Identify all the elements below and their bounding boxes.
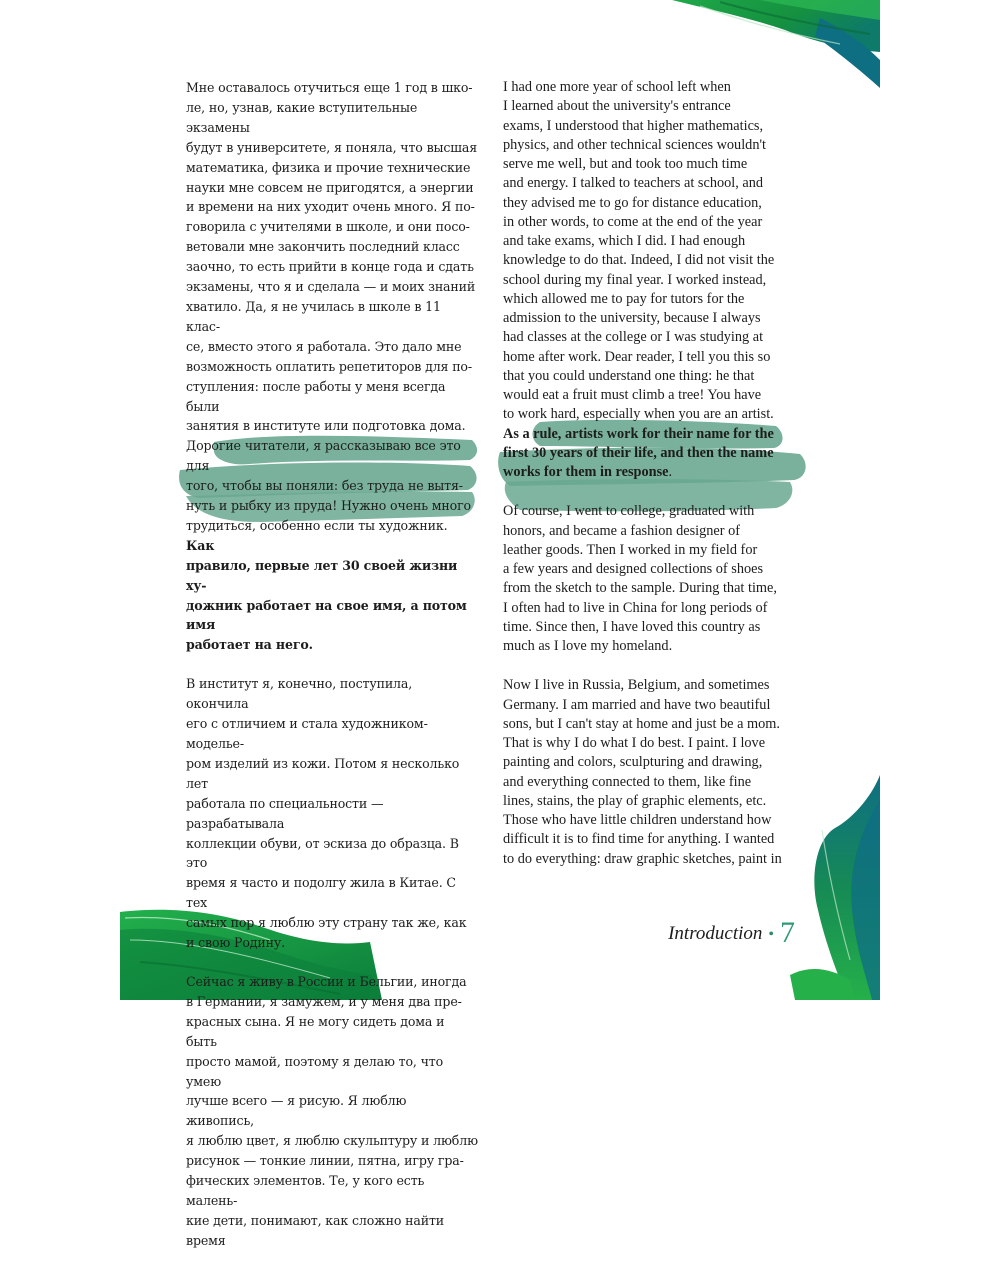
text-line: В институт я, конечно, поступила, окончила bbox=[186, 676, 413, 712]
text-line: ветовали мне закончить последний класс bbox=[186, 239, 460, 255]
english-paragraph-2 bbox=[503, 502, 795, 656]
text-line: и времени на них уходит очень много. Я по- bbox=[186, 199, 475, 215]
text-line: and take exams, which I did. I had enough bbox=[503, 233, 746, 249]
text-line: a few years and designed collections of shoes bbox=[503, 561, 764, 577]
text-line: and energy. I talked to teachers at school, and bbox=[503, 175, 764, 192]
bold-line bbox=[503, 444, 795, 463]
russian-text-column bbox=[186, 78, 478, 1270]
english-paragraph-3 bbox=[503, 676, 795, 869]
bold-line bbox=[503, 425, 795, 444]
text-line: того, чтобы вы поняли: без труда не вытя- bbox=[186, 478, 463, 494]
text-line: I often had to live in China for long periods of bbox=[503, 599, 768, 616]
text-line: время я часто и подолгу жила в Китае. С тех bbox=[186, 875, 456, 911]
text-line: Those who have little children understand how bbox=[503, 812, 772, 828]
text-line: knowledge to do that. Indeed, I did not visit the bbox=[503, 252, 775, 269]
text-line: That is why I do what I do best. I paint. I love bbox=[503, 735, 766, 751]
text-line: honors, and became a fashion designer of bbox=[503, 522, 741, 539]
english-paragraph-1 bbox=[503, 78, 795, 482]
text-line: будут в университете, я поняла, что высшая bbox=[186, 139, 478, 155]
text-line: самых пор я люблю эту страну так же, как bbox=[186, 915, 467, 931]
bold-line bbox=[503, 463, 795, 482]
text-line: difficult it is to find time for anything. I wanted bbox=[503, 831, 775, 848]
bold-emphasis: дожник работает на свое имя, а потом имя bbox=[186, 597, 467, 633]
text-line: ступления: после работы у меня всегда были bbox=[186, 378, 446, 414]
text-line bbox=[186, 516, 478, 556]
bold-emphasis: first 30 years of their life, and then the name bbox=[503, 444, 774, 461]
page-number: 7 bbox=[780, 916, 795, 949]
text-line: which allowed me to pay for tutors for the bbox=[503, 290, 745, 307]
text-line: would eat a fruit must climb a tree! You have bbox=[503, 387, 762, 403]
text-line: lines, stains, the play of graphic elements, etc. bbox=[503, 792, 767, 809]
text-line: sons, but I can't stay at home and just be a mom. bbox=[503, 715, 780, 732]
text-line: serve me well, but and took too much time bbox=[503, 156, 748, 172]
text-line: се, вместо этого я работала. Это дало мне bbox=[186, 338, 462, 354]
text-span: . bbox=[668, 464, 673, 480]
text-line: нуть и рыбку из пруда! Нужно очень много bbox=[186, 498, 471, 514]
text-line: painting and colors, sculpturing and drawing, bbox=[503, 754, 763, 771]
text-line: я люблю цвет, я люблю скульптуру и люблю bbox=[186, 1133, 478, 1149]
text-line: that you could understand one thing: he that bbox=[503, 367, 755, 384]
text-line: в Германии, я замужем, и у меня два пре- bbox=[186, 993, 462, 1009]
text-line: фических элементов. Те, у кого есть малень- bbox=[186, 1173, 425, 1208]
text-line: математика, физика и прочие технические bbox=[186, 159, 471, 175]
text-span: трудиться, особенно если ты художник. bbox=[186, 517, 448, 533]
text-line: занятия в институте или подготовка дома. bbox=[186, 418, 466, 434]
text-line: much as I love my homeland. bbox=[503, 638, 673, 654]
text-line: physics, and other technical sciences wouldn't bbox=[503, 136, 767, 153]
text-line: school during my final year. I worked instead, bbox=[503, 271, 767, 288]
text-line: Now I live in Russia, Belgium, and sometimes bbox=[503, 677, 770, 694]
text-line: time. Since then, I have loved this country as bbox=[503, 618, 761, 635]
text-line: exams, I understood that higher mathematics, bbox=[503, 117, 764, 134]
text-line: and everything connected to them, like fine bbox=[503, 773, 752, 790]
bottom-right-brush-stroke bbox=[790, 775, 880, 1000]
text-line: говорила с учителями в школе, и они посо- bbox=[186, 219, 470, 235]
english-text-column bbox=[503, 78, 795, 889]
text-line: in other words, to come at the end of the year bbox=[503, 213, 763, 230]
text-line: коллекции обуви, от эскиза до образца. В это bbox=[186, 835, 459, 871]
text-line: просто мамой, поэтому я делаю то, что умею bbox=[186, 1053, 444, 1089]
text-line: и свою Родину. bbox=[186, 935, 286, 951]
text-line: Of course, I went to college, graduated with bbox=[503, 503, 755, 520]
text-line: экзамены, что я и сделала — и моих знаний bbox=[186, 279, 476, 295]
bold-emphasis: правило, первые лет 30 своей жизни ху- bbox=[186, 557, 458, 593]
text-line: Сейчас я живу в России и Бельгии, иногда bbox=[186, 973, 467, 989]
russian-paragraph-2 bbox=[186, 674, 478, 953]
text-line: ром изделий из кожи. Потом я несколько лет bbox=[186, 755, 460, 791]
page-footer bbox=[668, 918, 795, 950]
text-line: красных сына. Я не могу сидеть дома и быть bbox=[186, 1013, 445, 1049]
bold-line bbox=[186, 556, 478, 596]
text-line: его с отличием и стала художником-моделье- bbox=[186, 716, 428, 751]
text-line: to do everything: draw graphic sketches, paint in bbox=[503, 850, 782, 867]
russian-paragraph-1 bbox=[186, 78, 478, 655]
text-line: науки мне совсем не пригодятся, а энергии bbox=[186, 179, 474, 195]
text-line: лучше всего — я рисую. Я люблю живопись, bbox=[186, 1093, 407, 1129]
text-line: they advised me to go for distance education, bbox=[503, 194, 762, 211]
text-line: admission to the university, because I always bbox=[503, 310, 761, 326]
top-right-brush-stroke bbox=[672, 0, 880, 88]
text-line: I had one more year of school left when bbox=[503, 79, 731, 95]
text-line: возможность оплатить репетиторов для по- bbox=[186, 358, 472, 374]
text-line: Мне оставалось отучиться еще 1 год в шко- bbox=[186, 80, 473, 95]
text-line: leather goods. Then I worked in my field for bbox=[503, 541, 758, 558]
text-line: ле, но, узнав, какие вступительные экзамены bbox=[186, 99, 418, 135]
text-line: had classes at the college or I was studying at bbox=[503, 329, 764, 346]
text-line: кие дети, понимают, как сложно найти время bbox=[186, 1212, 445, 1248]
bold-emphasis: Как bbox=[186, 537, 215, 553]
text-line: Дорогие читатели, я рассказываю все это для bbox=[186, 438, 461, 474]
text-line: рисунок — тонкие линии, пятна, игру гра- bbox=[186, 1153, 464, 1169]
bold-emphasis: As a rule, artists work for their name for the bbox=[503, 425, 774, 442]
text-line: работала по специальности — разрабатывала bbox=[186, 795, 384, 831]
text-line: Germany. I am married and have two beautiful bbox=[503, 696, 771, 713]
section-title: Introduction bbox=[668, 923, 763, 944]
text-line: заочно, то есть прийти в конце года и сдать bbox=[186, 259, 474, 275]
bold-emphasis: работает на него. bbox=[186, 637, 313, 653]
bold-line bbox=[186, 596, 478, 636]
text-line: to work hard, especially when you are an artist. bbox=[503, 406, 774, 423]
text-line: from the sketch to the sample. During that time, bbox=[503, 580, 777, 597]
bullet-separator: • bbox=[768, 926, 774, 943]
bold-emphasis: works for them in response bbox=[503, 464, 669, 480]
bold-line bbox=[186, 635, 478, 655]
russian-paragraph-3 bbox=[186, 972, 478, 1251]
text-line: хватило. Да, я не училась в школе в 11 клас- bbox=[186, 298, 441, 334]
text-line: I learned about the university's entrance bbox=[503, 98, 731, 115]
text-line: home after work. Dear reader, I tell you this so bbox=[503, 348, 771, 365]
